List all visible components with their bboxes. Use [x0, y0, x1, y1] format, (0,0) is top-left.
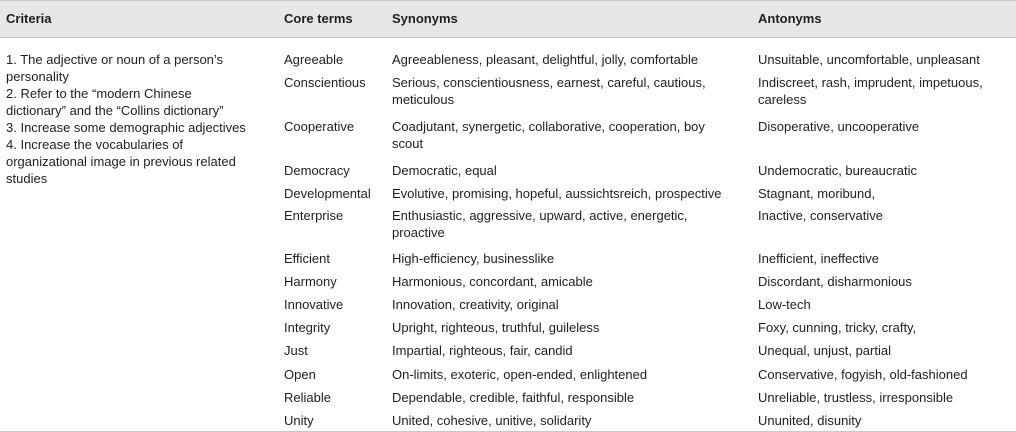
criteria-line: 1. The adjective or noun of a person’s: [6, 52, 224, 67]
criteria-line: studies: [6, 171, 48, 186]
criteria-cell: [6, 51, 268, 187]
synonyms-cell: High-efficiency, businesslike: [392, 251, 555, 266]
antonyms-cell: Unsuitable, uncomfortable, unpleasant: [758, 52, 980, 67]
core-term-cell: Cooperative: [284, 119, 355, 134]
synonyms-cell: Innovation, creativity, original: [392, 297, 559, 312]
synonyms-cell: Upright, righteous, truthful, guileless: [392, 320, 600, 335]
synonyms-cell: On-limits, exoteric, open-ended, enlightened: [392, 367, 648, 382]
header-synonyms: Synonyms: [392, 11, 458, 26]
synonyms-cell: Democratic, equal: [392, 163, 497, 178]
header-criteria: Criteria: [6, 11, 52, 26]
header-rule: [0, 37, 1016, 38]
synonyms-cell: Evolutive, promising, hopeful, aussichtsreich, prospective: [392, 186, 722, 201]
synonyms-cell: scout: [392, 136, 424, 151]
synonyms-cell: Agreeableness, pleasant, delightful, jolly, comfortable: [392, 52, 699, 67]
antonyms-cell: Foxy, cunning, tricky, crafty,: [758, 320, 917, 335]
synonyms-cell: Impartial, righteous, fair, candid: [392, 343, 573, 358]
core-term-cell: Conscientious: [284, 75, 366, 90]
synonyms-cell: proactive: [392, 225, 445, 240]
criteria-line: dictionary” and the “Collins dictionary”: [6, 103, 224, 118]
antonyms-cell: Disoperative, uncooperative: [758, 119, 920, 134]
header-core-terms: Core terms: [284, 11, 353, 26]
core-term-cell: Open: [284, 367, 316, 382]
core-term-cell: Unity: [284, 413, 314, 428]
core-term-cell: Harmony: [284, 274, 337, 289]
antonyms-cell: Discordant, disharmonious: [758, 274, 912, 289]
antonyms-cell: Conservative, fogyish, old-fashioned: [758, 367, 968, 382]
antonyms-cell: Unequal, unjust, partial: [758, 343, 891, 358]
synonyms-cell: United, cohesive, unitive, solidarity: [392, 413, 592, 428]
core-term-cell: Reliable: [284, 390, 331, 405]
header-row: [0, 0, 1016, 37]
antonyms-cell: Indiscreet, rash, imprudent, impetuous,: [758, 75, 983, 90]
core-term-cell: Agreeable: [284, 52, 344, 67]
antonyms-cell: Low-tech: [758, 297, 811, 312]
header-antonyms: Antonyms: [758, 11, 822, 26]
antonyms-cell: Inactive, conservative: [758, 208, 884, 223]
criteria-line: 2. Refer to the “modern Chinese: [6, 86, 192, 101]
top-rule: [0, 0, 1016, 1]
synonyms-cell: Serious, conscientiousness, earnest, careful, cautious,: [392, 75, 706, 90]
criteria-line: organizational image in previous related: [6, 154, 236, 169]
core-term-cell: Developmental: [284, 186, 371, 201]
synonyms-cell: meticulous: [392, 92, 455, 107]
criteria-line: personality: [6, 69, 69, 84]
core-term-cell: Democracy: [284, 163, 350, 178]
antonyms-cell: Unreliable, trustless, irresponsible: [758, 390, 954, 405]
antonyms-cell: careless: [758, 92, 807, 107]
antonyms-cell: Ununited, disunity: [758, 413, 862, 428]
antonyms-cell: Inefficient, ineffective: [758, 251, 879, 266]
synonyms-cell: Enthusiastic, aggressive, upward, active, energetic,: [392, 208, 688, 223]
criteria-line: 3. Increase some demographic adjectives: [6, 120, 246, 135]
core-term-cell: Integrity: [284, 320, 331, 335]
synonyms-cell: Coadjutant, synergetic, collaborative, cooperation, boy: [392, 119, 705, 134]
criteria-line: 4. Increase the vocabularies of: [6, 137, 184, 152]
core-term-cell: Enterprise: [284, 208, 344, 223]
core-term-cell: Efficient: [284, 251, 331, 266]
synonyms-cell: Dependable, credible, faithful, responsible: [392, 390, 635, 405]
antonyms-cell: Stagnant, moribund,: [758, 186, 876, 201]
synonyms-cell: Harmonious, concordant, amicable: [392, 274, 593, 289]
antonyms-cell: Undemocratic, bureaucratic: [758, 163, 917, 178]
core-term-cell: Just: [284, 343, 308, 358]
core-term-cell: Innovative: [284, 297, 344, 312]
